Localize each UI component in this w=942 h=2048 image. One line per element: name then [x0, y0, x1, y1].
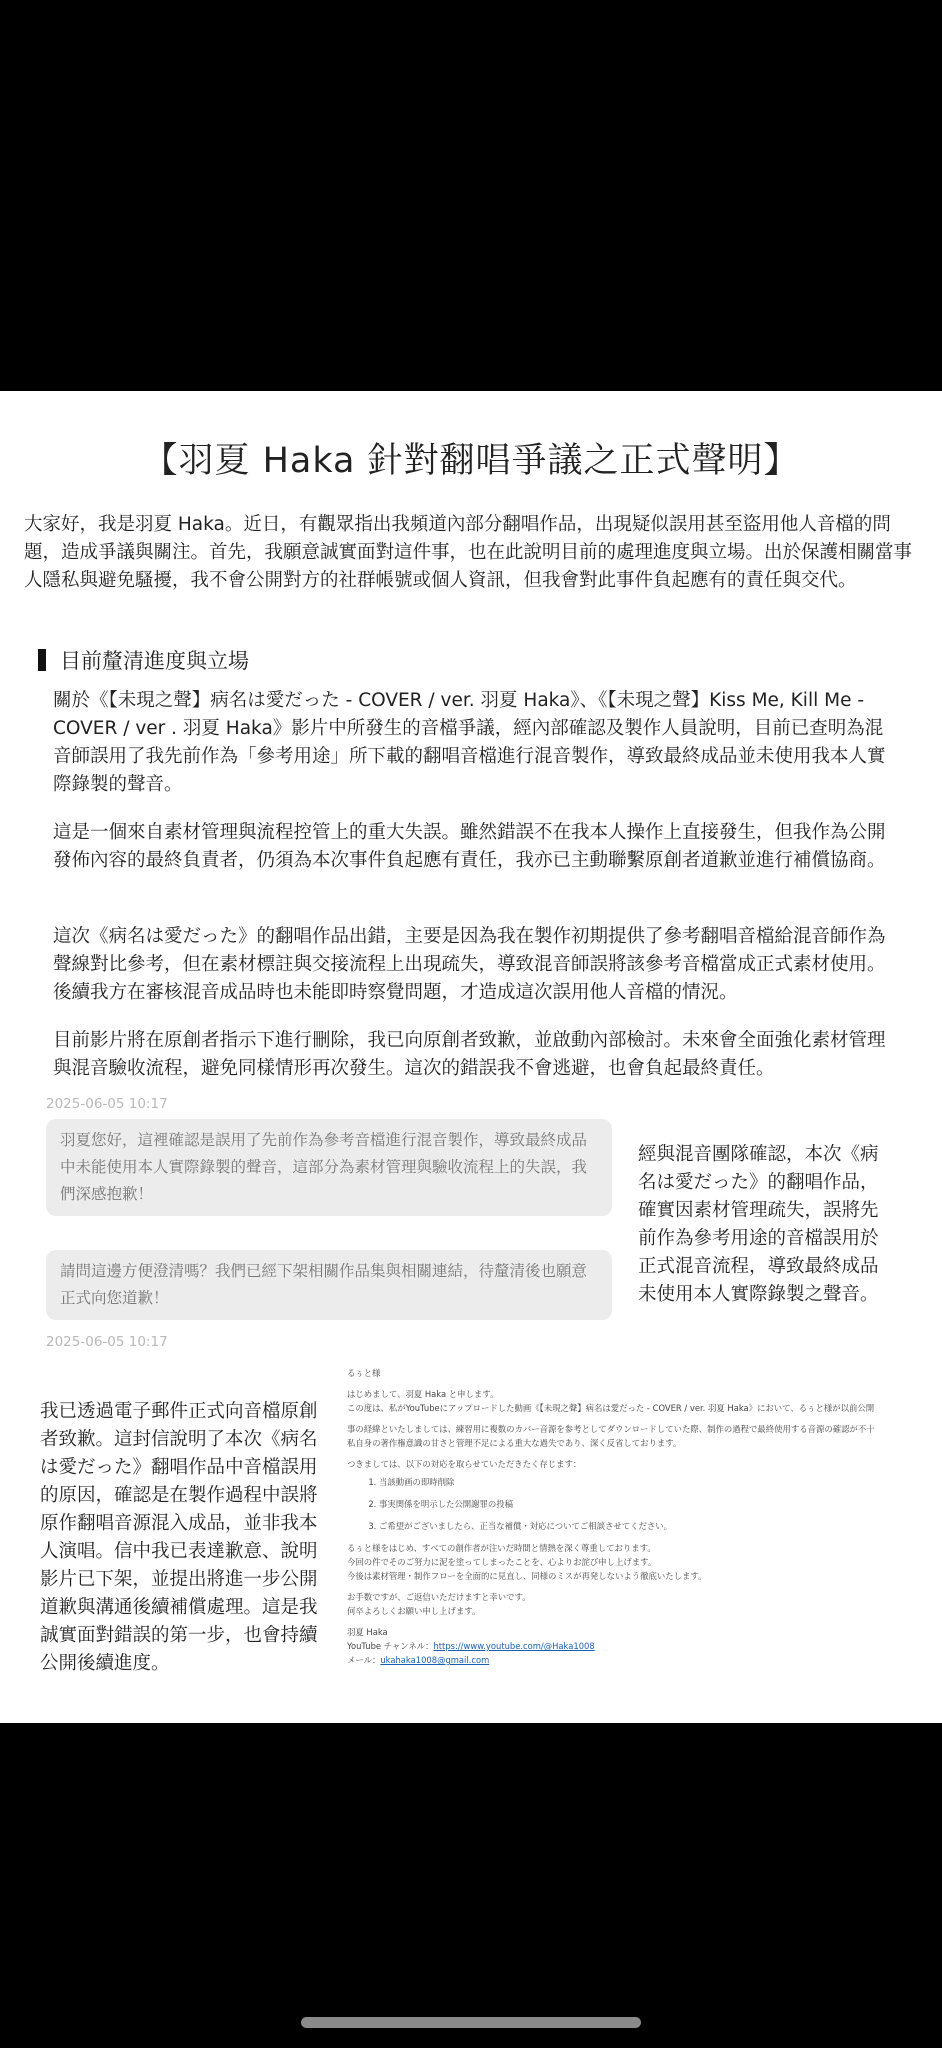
email-line: るぅと様をはじめ、すべての創作者が注いだ時間と情熱を深く尊重しております。: [347, 1543, 656, 1553]
email-line: 今回の件でそのご努力に泥を塗ってしまったことを、心よりお詫び申し上げます。: [347, 1557, 657, 1567]
email-action-list: [347, 1475, 923, 1533]
email-action-item: 1. 当該動画の即時削除: [379, 1475, 923, 1489]
youtube-label: YouTube チャンネル：: [347, 1641, 434, 1651]
email-line: 何卒よろしくお願い申し上げます。: [347, 1606, 481, 1616]
home-indicator[interactable]: [301, 2017, 641, 2028]
chat-message: 羽夏您好，這裡確認是誤用了先前作為參考音檔進行混音製作，導致最終成品中未能使用本人實際錄製的聲音，這部分為素材管理與驗收流程上的失誤，我們深感抱歉！: [46, 1119, 612, 1216]
paragraph-3: 這次《病名は愛だった》的翻唱作品出錯，主要是因為我在製作初期提供了參考翻唱音檔給混音師作為聲線對比參考，但在素材標註與交接流程上出現疏失，導致混音師誤將該參考音檔當成正式素材使用。後續我方在審核混音成品時也未能即時察覺問題，才造成這次誤用他人音檔的情況。: [53, 926, 886, 1003]
email-line: お手数ですが、ご返信いただけますと幸いです。: [347, 1592, 531, 1602]
email-line: この度は、私がYouTubeにアップロードした動画《【未現之聲】病名は愛だった - COVER / ver. 羽夏 Haka》において、るぅと様が以前公開: [347, 1403, 875, 1413]
mail-label: メール：: [347, 1655, 381, 1665]
section-heading-text: 目前釐清進度與立場: [60, 649, 249, 673]
statement-document: [0, 391, 942, 1723]
email-youtube-row: [347, 1639, 923, 1653]
email-action-item: 3. ご希望がございましたら、正当な補償・対応についてご相談させてください。: [379, 1519, 923, 1533]
section-heading: [38, 645, 249, 675]
email-line: はじめまして、羽夏 Haka と申します。: [347, 1389, 499, 1399]
email-screenshot: [347, 1366, 923, 1667]
email-line: つきましては、以下の対応を取らせていただきたく存じます：: [347, 1459, 582, 1469]
email-signature-name: 羽夏 Haka: [347, 1627, 388, 1637]
email-line: 私自身の著作権意識の甘さと管理不足による重大な過失であり、深く反省しております。: [347, 1438, 682, 1448]
paragraph-1: 關於《【未現之聲】病名は愛だった - COVER / ver. 羽夏 Haka》、《【未現之聲】Kiss Me, Kill Me - COVER / ver . 羽夏 Haka》影片中所發生的音檔爭議，經內部確認及製作人員說明，目前已查明為混音師誤用了我先前作為「參考用途」所下載的翻唱音檔進行混音製作，導致最終成品並未使用我本人實際錄製的聲音。: [53, 690, 886, 795]
email-line: 今後は素材管理・制作フローを全面的に見直し、同様のミスが再発しないよう徹底いたします。: [347, 1571, 707, 1581]
email-line: 事の経緯といたしましては、練習用に複数のカバー音源を参考としてダウンロードしていた際、制作の過程で最終使用する音源の確認が不十: [347, 1424, 875, 1434]
chat-timestamp: 2025-06-05 10:17: [46, 1096, 168, 1112]
mail-link[interactable]: ukahaka1008@gmail.com: [380, 1655, 490, 1665]
statement-title: 【羽夏 Haka 針對翻唱爭議之正式聲明】: [142, 441, 800, 481]
chat-screenshot: [46, 1095, 612, 1351]
chat-explanation: 經與混音團隊確認，本次《病名は愛だった》的翻唱作品，確實因素材管理疏失，誤將先前作為參考用途的音檔誤用於正式混音流程，導致最終成品未使用本人實際錄製之聲音。: [638, 1144, 879, 1305]
paragraph-2: 這是一個來自素材管理與流程控管上的重大失誤。雖然錯誤不在我本人操作上直接發生，但我作為公開發佈內容的最終負責者，仍須為本次事件負起應有責任，我亦已主動聯繫原創者道歉並進行補償協商。: [53, 822, 886, 871]
email-salutation: るぅと様: [347, 1368, 381, 1378]
youtube-link[interactable]: https://www.youtube.com/@Haka1008: [433, 1641, 595, 1651]
email-action-item: 2. 事実関係を明示した公開謝罪の投稿: [379, 1497, 923, 1511]
email-explanation: 我已透過電子郵件正式向音檔原創者致歉。這封信說明了本次《病名は愛だった》翻唱作品中音檔誤用的原因，確認是在製作過程中誤將原作翻唱音源混入成品，並非我本人演唱。信中我已表達歉意、說明影片已下架，並提出將進一步公開道歉與溝通後續補償處理。這是我誠實面對錯誤的第一步，也會持續公開後續進度。: [40, 1401, 318, 1674]
chat-message: 請問這邊方便澄清嗎？我們已經下架相關作品集與相關連結，待釐清後也願意正式向您道歉！: [46, 1250, 612, 1320]
chat-timestamp: 2025-06-05 10:17: [46, 1334, 168, 1350]
paragraph-4: 目前影片將在原創者指示下進行刪除，我已向原創者致歉，並啟動內部檢討。未來會全面強化素材管理與混音驗收流程，避免同樣情形再次發生。這次的錯誤我不會逃避，也會負起最終責任。: [53, 1030, 886, 1079]
email-mail-row: [347, 1653, 923, 1667]
section-marker: [38, 649, 46, 671]
intro-paragraph: 大家好，我是羽夏 Haka。近日，有觀眾指出我頻道內部分翻唱作品，出現疑似誤用甚至盜用他人音檔的問題，造成爭議與關注。首先，我願意誠實面對這件事，也在此說明目前的處理進度與立場。出於保護相關當事人隱私與避免騷擾，我不會公開對方的社群帳號或個人資訊，但我會對此事件負起應有的責任與交代。: [24, 514, 913, 591]
